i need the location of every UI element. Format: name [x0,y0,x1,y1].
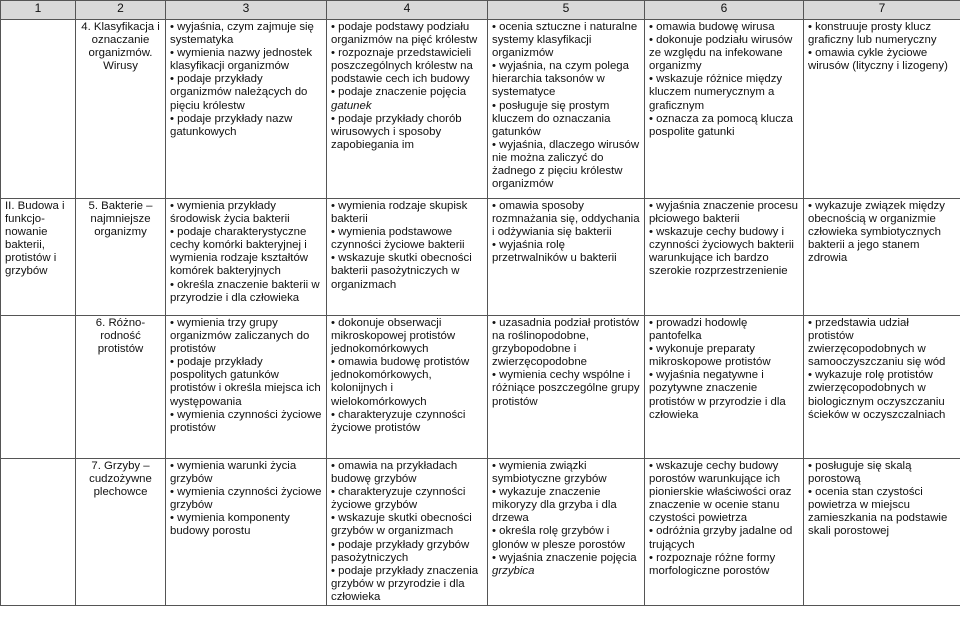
header-col-3: 3 [166,1,327,20]
topic-cell: 7. Grzyby – cudzożywne plechowce [76,459,166,606]
requirement-item: • konstruuje prosty klucz graficzny lub numeryczny [808,21,956,47]
requirement-item: • wymienia rodzaje skupisk bakterii [331,200,483,226]
requirement-item: • omawia cykle życiowe wirusów (lityczny i lizogeny) [808,47,956,73]
requirements-cell [327,459,488,606]
requirements-cell [645,20,804,199]
requirement-item: • wymienia podstawowe czynności życiowe bakterii [331,226,483,252]
requirement-item: • omawia budowę wirusa [649,21,799,34]
requirement-item: • wyjaśnia znaczenie procesu płciowego bakterii [649,200,799,226]
requirements-cell [488,199,645,316]
requirements-cell [327,20,488,199]
requirement-item: • podaje przykłady grzybów pasożytniczych [331,539,483,565]
section-cell: II. Budowa i funkcjo-nowanie bakterii, protistów i grzybów [1,199,76,316]
requirement-item: • rozpoznaje przedstawicieli poszczególnych królestw na podstawie cech ich budowy [331,47,483,86]
requirements-cell [166,459,327,606]
requirement-item: • wyjaśnia znaczenie pojęcia grzybica [492,552,640,578]
requirement-item: • ocenia stan czystości powietrza w miejscu zamieszkania na podstawie skali porostowej [808,486,956,538]
header-col-4: 4 [327,1,488,20]
section-cell [1,316,76,459]
requirement-item: • wymienia komponenty budowy porostu [170,512,322,538]
requirement-item: • wskazuje różnice między kluczem numerycznym a graficznym [649,73,799,112]
requirement-item: • podaje przykłady chorób wirusowych i sposoby zapobiegania im [331,113,483,152]
header-col-6: 6 [645,1,804,20]
requirements-cell [166,199,327,316]
requirement-item: • omawia na przykładach budowę grzybów [331,460,483,486]
requirement-item: • wymienia trzy grupy organizmów zaliczanych do protistów [170,317,322,356]
requirement-item: • wyjaśnia, czym zajmuje się systematyka [170,21,322,47]
requirement-item: • podaje podstawy podziału organizmów na pięć królestw [331,21,483,47]
requirements-cell [488,459,645,606]
requirement-item: • podaje przykłady organizmów należących do pięciu królestw [170,73,322,112]
requirement-item: • wyjaśnia rolę przetrwalników u bakterii [492,239,640,265]
table-row [1,459,960,606]
requirements-cell [166,20,327,199]
requirements-cell [804,316,960,459]
requirements-cell [645,459,804,606]
header-col-2: 2 [76,1,166,20]
requirement-item: • wykonuje preparaty mikroskopowe protistów [649,343,799,369]
requirements-cell [327,199,488,316]
requirement-item: • wymienia czynności życiowe protistów [170,409,322,435]
requirement-item: • wymienia cechy wspólne i różniące poszczególne grupy protistów [492,369,640,408]
requirement-item: • przedstawia udział protistów zwierzęcopodobnych w samooczyszczaniu się wód [808,317,956,369]
requirements-cell [804,199,960,316]
section-cell [1,459,76,606]
requirement-item: • dokonuje podziału wirusów ze względu na infekowane organizmy [649,34,799,73]
requirement-item: • wyjaśnia, dlaczego wirusów nie można zaliczyć do żadnego z pięciu królestw organizmów [492,139,640,191]
requirement-item: • omawia sposoby rozmnażania się, oddychania i odżywiania się bakterii [492,200,640,239]
requirement-item: • wymienia nazwy jednostek klasyfikacji organizmów [170,47,322,73]
requirements-cell [804,459,960,606]
requirements-cell [488,316,645,459]
requirement-item: • wykazuje rolę protistów zwierzęcopodobnych w biologicznym oczyszczaniu ścieków w oczyszczalniach [808,369,956,421]
topic-cell: 4. Klasyfikacja i oznaczanie organizmów. Wirusy [76,20,166,199]
requirement-item: • posługuje się prostym kluczem do oznaczania gatunków [492,100,640,139]
requirement-item: • charakteryzuje czynności życiowe grzybów [331,486,483,512]
requirements-cell [488,20,645,199]
requirement-item: • wyjaśnia negatywne i pozytywne znaczenie protistów w przyrodzie i dla człowieka [649,369,799,421]
topic-cell: 5. Bakterie – najmniejsze organizmy [76,199,166,316]
requirements-cell [166,316,327,459]
requirement-item: • odróżnia grzyby jadalne od trujących [649,525,799,551]
requirement-item: • określa znaczenie bakterii w przyrodzie i dla człowieka [170,279,322,305]
topic-cell: 6. Różno-rodność protistów [76,316,166,459]
requirement-item: • wskazuje skutki obecności grzybów w organizmach [331,512,483,538]
requirement-item: • wskazuje skutki obecności bakterii pasożytniczych w organizmach [331,252,483,291]
header-col-7: 7 [804,1,960,20]
header-row [1,1,960,20]
requirement-item: • wykazuje znaczenie mikoryzy dla grzyba i dla drzewa [492,486,640,525]
requirement-item: • wskazuje cechy budowy i czynności życiowych bakterii warunkujące ich bardzo szerokie rozprzestrzenienie [649,226,799,278]
requirement-item: • charakteryzuje czynności życiowe protistów [331,409,483,435]
requirement-item: • rozpoznaje różne formy morfologiczne porostów [649,552,799,578]
requirements-cell [645,199,804,316]
requirement-item: • uzasadnia podział protistów na roślinopodobne, grzybopodobne i zwierzęcopodobne [492,317,640,369]
header-col-1: 1 [1,1,76,20]
requirement-item: • podaje przykłady nazw gatunkowych [170,113,322,139]
requirement-item: • wykazuje związek między obecnością w organizmie człowieka symbiotycznych bakterii a jego stanem zdrowia [808,200,956,265]
requirement-item: • podaje przykłady pospolitych gatunków protistów i określa miejsca ich występowania [170,356,322,408]
requirement-item: • prowadzi hodowlę pantofelka [649,317,799,343]
requirement-item: • oznacza za pomocą klucza pospolite gatunki [649,113,799,139]
requirements-cell [327,316,488,459]
requirement-item: • omawia budowę protistów jednokomórkowych, kolonijnych i wielokomórkowych [331,356,483,408]
header-col-5: 5 [488,1,645,20]
requirement-item: • wymienia czynności życiowe grzybów [170,486,322,512]
requirement-item: • podaje charakterystyczne cechy komórki bakteryjnej i wymienia rodzaje kształtów komórek bakteryjnych [170,226,322,278]
requirement-item: • wymienia warunki życia grzybów [170,460,322,486]
table-row [1,316,960,459]
table-row [1,199,960,316]
requirement-item: • ocenia sztuczne i naturalne systemy klasyfikacji organizmów [492,21,640,60]
requirements-cell [804,20,960,199]
requirement-item: • wyjaśnia, na czym polega hierarchia taksonów w systematyce [492,60,640,99]
requirements-cell [645,316,804,459]
requirement-item: • podaje przykłady znaczenia grzybów w przyrodzie i dla człowieka [331,565,483,604]
requirement-item: • dokonuje obserwacji mikroskopowej protistów jednokomórkowych [331,317,483,356]
requirement-item: • wymienia przykłady środowisk życia bakterii [170,200,322,226]
section-cell [1,20,76,199]
requirement-item: • wskazuje cechy budowy porostów warunkujące ich pionierskie właściwości oraz znaczenie w ocenie stanu czystości powietrza [649,460,799,525]
table-row [1,20,960,199]
requirement-item: • określa rolę grzybów i glonów w plesze porostów [492,525,640,551]
requirement-item: • podaje znaczenie pojęcia gatunek [331,86,483,112]
requirement-item: • posługuje się skalą porostową [808,460,956,486]
requirement-item: • wymienia związki symbiotyczne grzybów [492,460,640,486]
